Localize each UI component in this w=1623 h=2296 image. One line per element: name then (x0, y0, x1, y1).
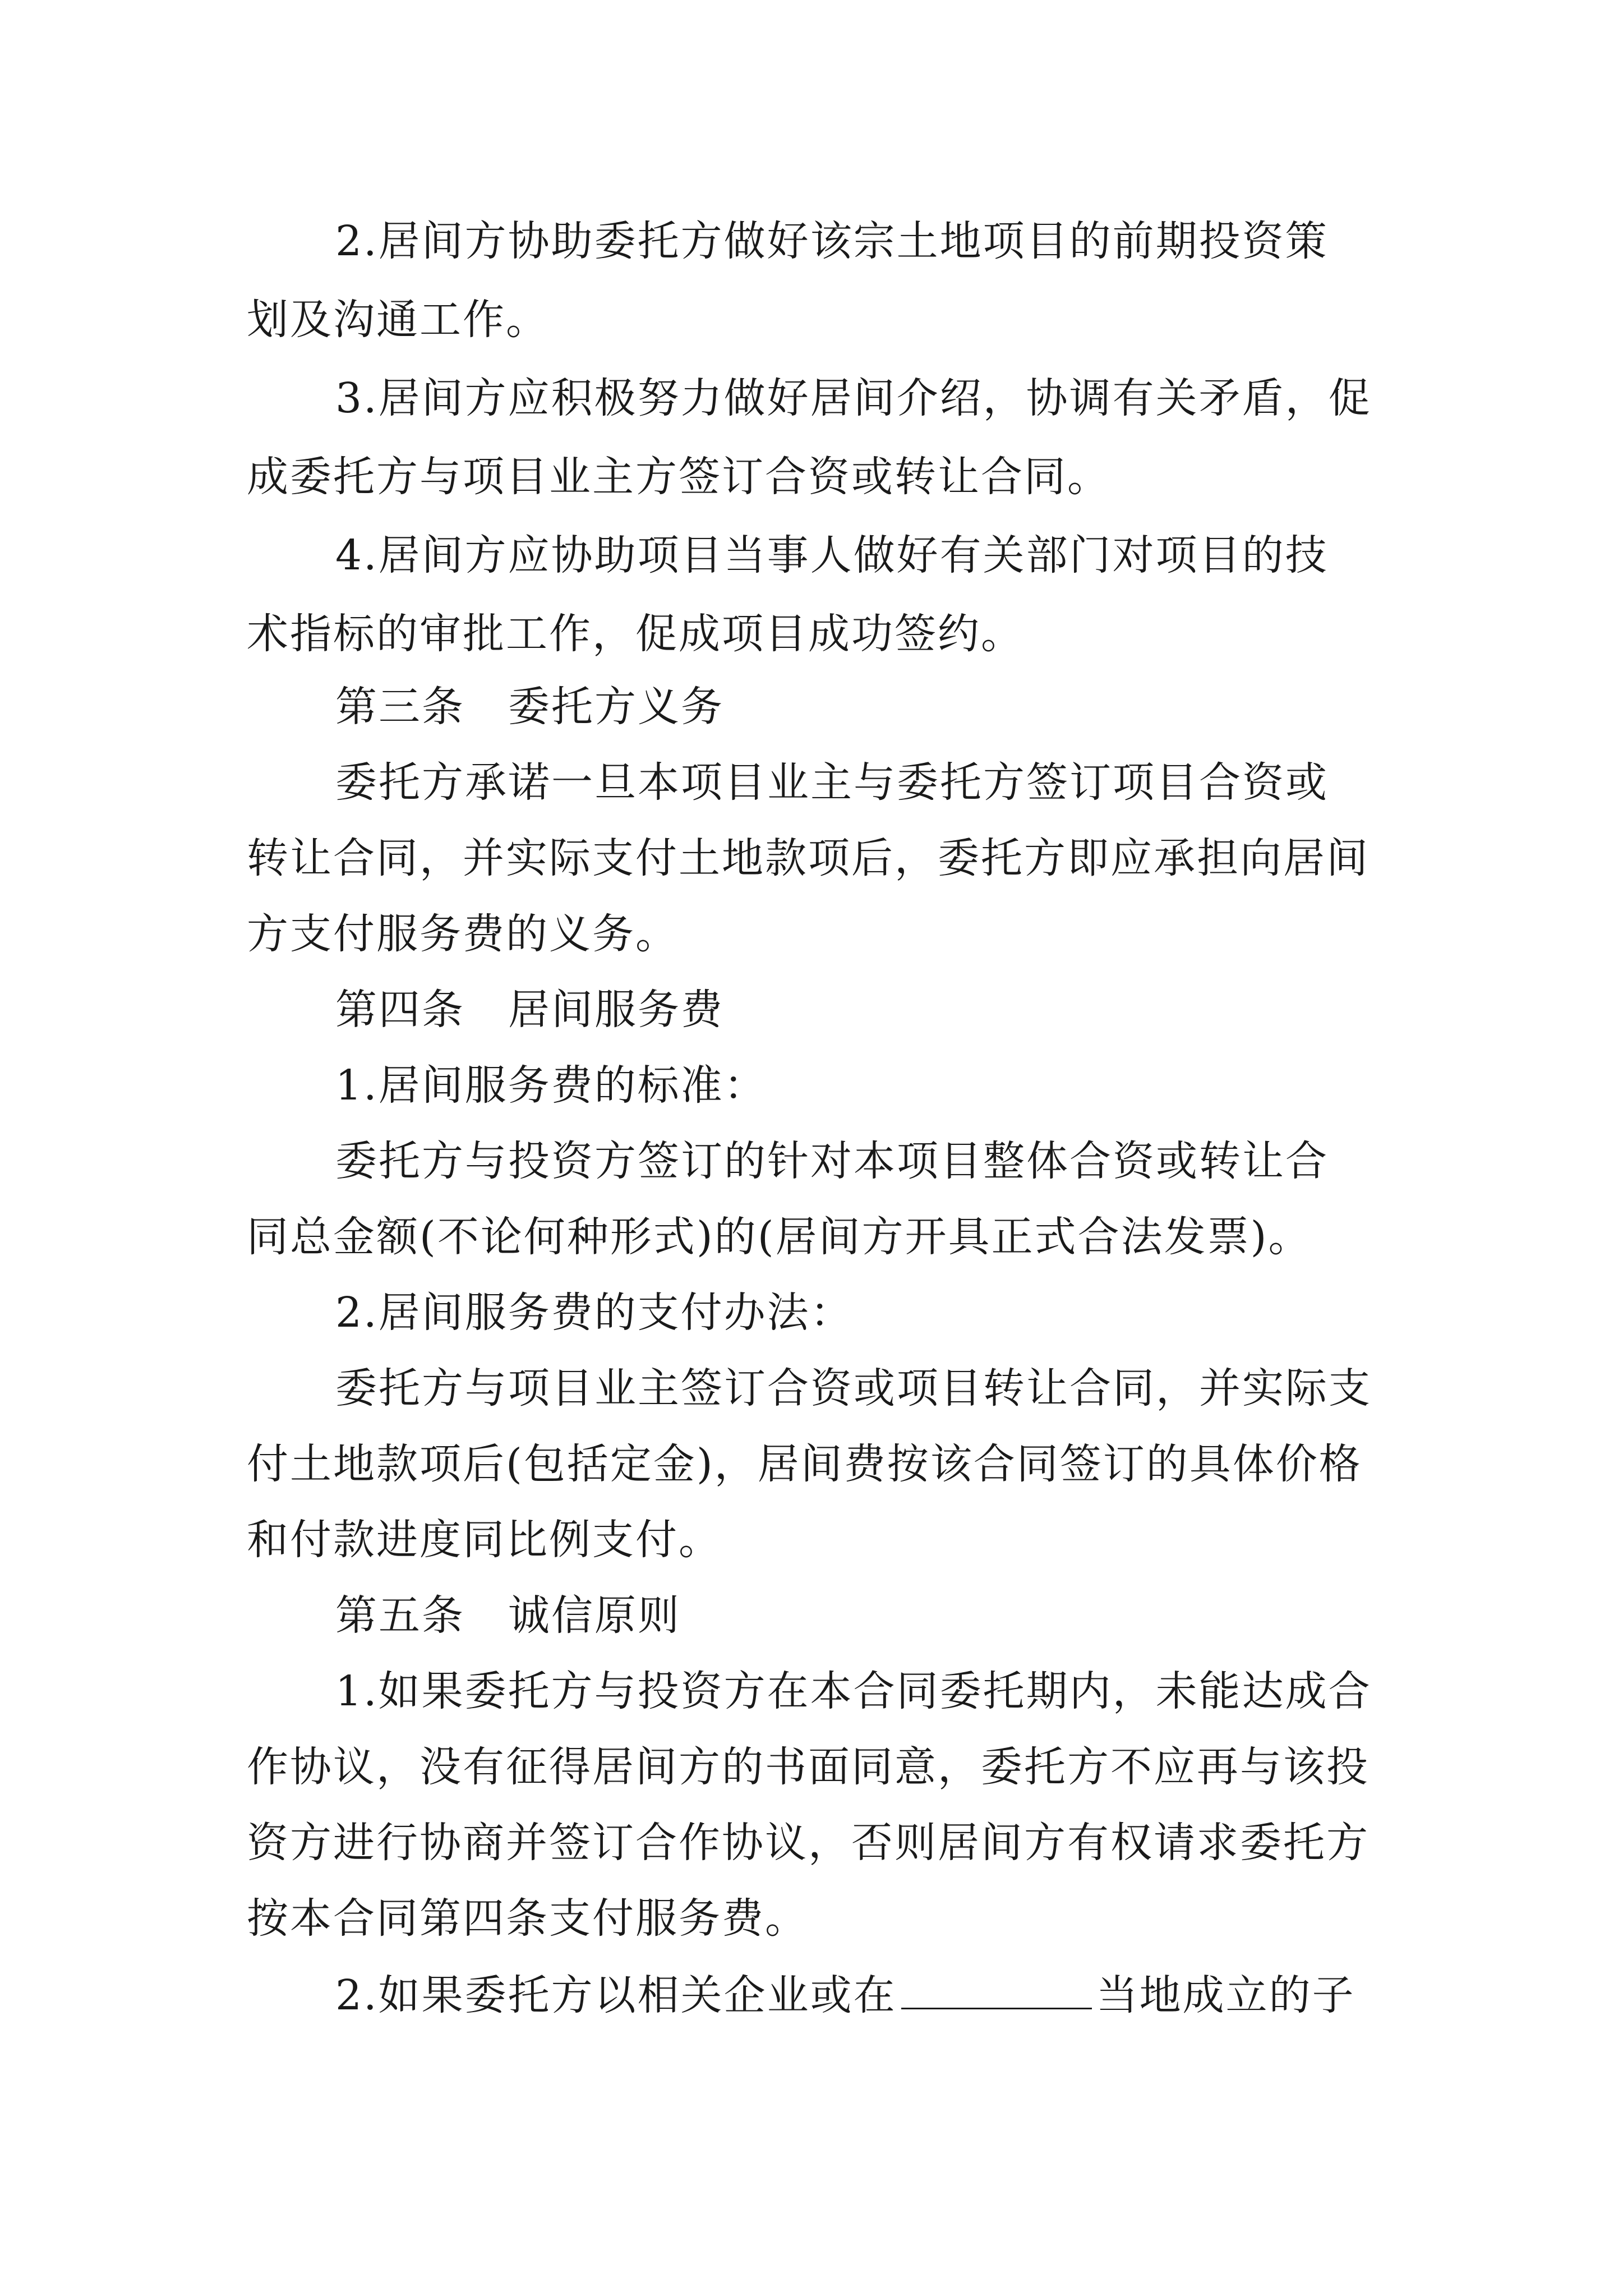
paragraph-line: 作协议，没有征得居间方的书面同意，委托方不应再与该投 (247, 1743, 1370, 1791)
paragraph-line: 3.居间方应积极努力做好居间介绍，协调有关矛盾，促 (335, 374, 1372, 422)
paragraph-line: 同总金额(不论何种形式)的(居间方开具正式合法发票)。 (247, 1213, 1312, 1261)
paragraph-line: 划及沟通工作。 (247, 296, 549, 344)
paragraph-line: 1.如果委托方与投资方在本合同委托期内，未能达成合 (335, 1667, 1372, 1715)
section-heading: 第五条 诚信原则 (335, 1591, 681, 1640)
paragraph-line: 成委托方与项目业主方签订合资或转让合同。 (247, 453, 1110, 501)
line-text-before-blank: 2.如果委托方以相关企业或在 (335, 1971, 897, 2019)
paragraph-line: 2.居间方协助委托方做好该宗土地项目的前期投资策 (335, 217, 1329, 265)
paragraph-line: 4.居间方应协助项目当事人做好有关部门对项目的技 (335, 531, 1329, 579)
section-heading: 第三条 委托方义务 (335, 683, 724, 731)
paragraph-line: 2.居间服务费的支付办法： (335, 1289, 854, 1337)
paragraph-line: 方支付服务费的义务。 (247, 910, 679, 958)
paragraph-line: 资方进行协商并签订合作协议，否则居间方有权请求委托方 (247, 1819, 1370, 1867)
paragraph-line: 术指标的审批工作，促成项目成功签约。 (247, 610, 1024, 658)
fill-in-blank (901, 1966, 1092, 2009)
paragraph-line: 付土地款项后(包括定金)，居间费按该合同签订的具体价格 (247, 1440, 1362, 1488)
paragraph-line: 转让合同，并实际支付土地款项后，委托方即应承担向居间 (247, 834, 1370, 882)
paragraph-line-with-blank (335, 1966, 1355, 2022)
line-text-after-blank: 当地成立的子 (1096, 1971, 1355, 2019)
paragraph-line: 按本合同第四条支付服务费。 (247, 1894, 808, 1943)
paragraph-line: 和付款进度同比例支付。 (247, 1516, 722, 1564)
paragraph-line: 委托方与投资方签订的针对本项目整体合资或转让合 (335, 1137, 1329, 1185)
paragraph-line: 委托方承诺一旦本项目业主与委托方签订项目合资或 (335, 758, 1329, 807)
section-heading: 第四条 居间服务费 (335, 986, 724, 1034)
paragraph-line: 委托方与项目业主签订合资或项目转让合同，并实际支 (335, 1364, 1372, 1412)
paragraph-line: 1.居间服务费的标准： (335, 1061, 767, 1110)
